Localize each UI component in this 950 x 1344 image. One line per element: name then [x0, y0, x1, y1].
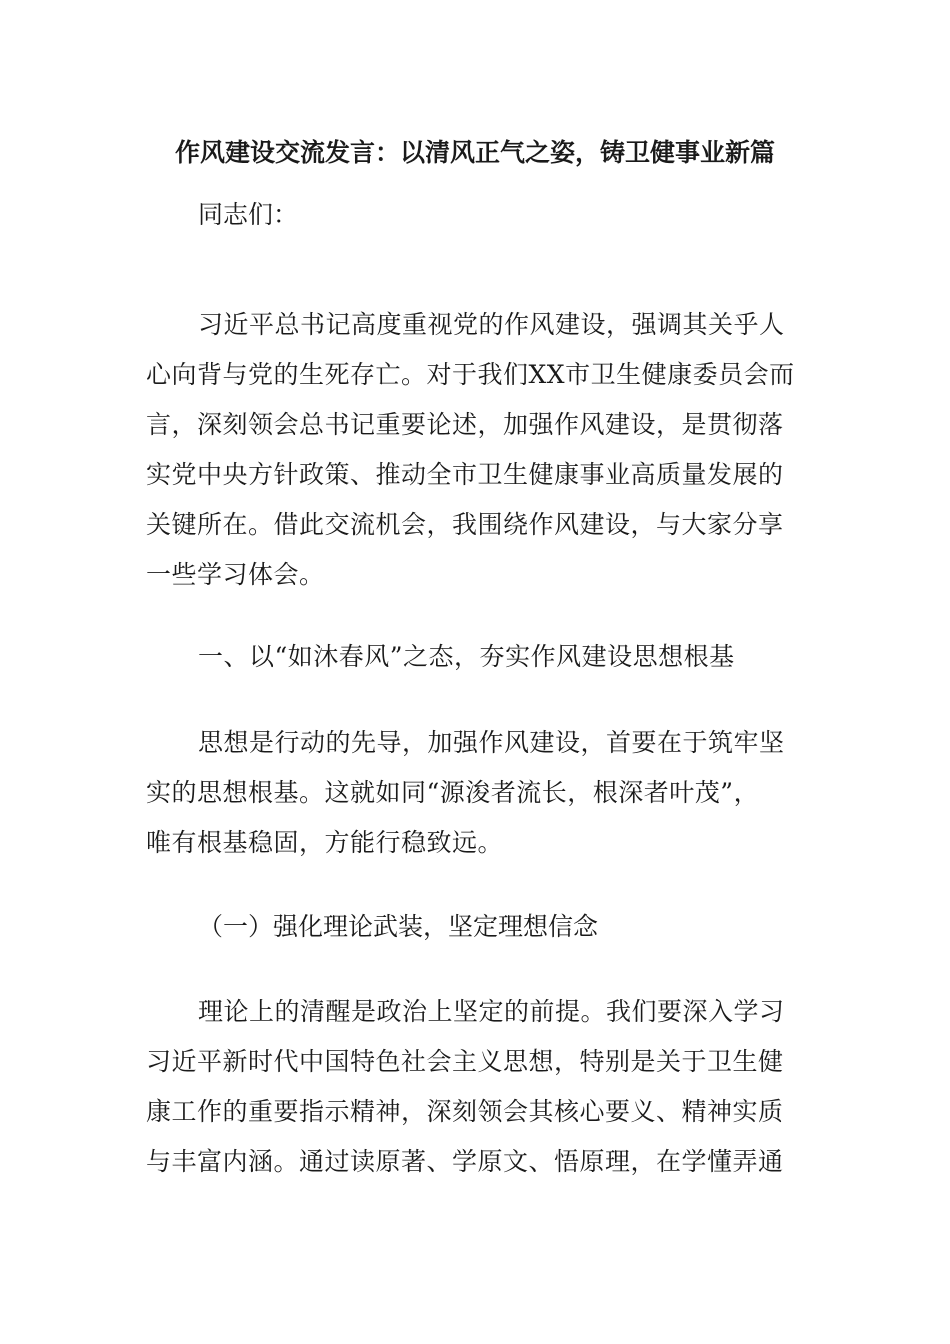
section-paragraph: [146, 718, 796, 868]
paragraph-line: 实党中央方针政策、推动全市卫生健康事业高质量发展的: [146, 460, 784, 489]
paragraph-line: 言，深刻领会总书记重要论述，加强作风建设，是贯彻落: [146, 410, 784, 439]
section-heading: 一、以“如沐春风”之态，夯实作风建设思想根基: [198, 642, 735, 671]
intro-paragraph: [146, 300, 796, 600]
paragraph-line: 心向背与党的生死存亡。对于我们XX市卫生健康委员会而: [146, 360, 795, 389]
subsection-paragraph: [146, 987, 796, 1187]
paragraph-line: 理论上的清醒是政治上坚定的前提。我们要深入学习: [198, 997, 785, 1026]
paragraph-line: 习近平总书记高度重视党的作风建设，强调其关乎人: [198, 310, 785, 339]
subsection-heading: （一）强化理论武装，坚定理想信念: [198, 912, 599, 941]
document-title: 作风建设交流发言：以清风正气之姿，铸卫健事业新篇: [174, 138, 775, 167]
paragraph-line: 习近平新时代中国特色社会主义思想，特别是关于卫生健: [146, 1047, 784, 1076]
paragraph-line: 关键所在。借此交流机会，我围绕作风建设，与大家分享: [146, 510, 784, 539]
paragraph-line: 与丰富内涵。通过读原著、学原文、悟原理，在学懂弄通: [146, 1147, 784, 1176]
paragraph-line: 思想是行动的先导，加强作风建设，首要在于筑牢坚: [198, 728, 785, 757]
paragraph-line: 康工作的重要指示精神，深刻领会其核心要义、精神实质: [146, 1097, 784, 1126]
paragraph-line: 一些学习体会。: [146, 560, 325, 589]
greeting: 同志们：: [198, 200, 299, 229]
paragraph-line: 实的思想根基。这就如同“源浚者流长，根深者叶茂”，: [146, 778, 760, 807]
paragraph-line: 唯有根基稳固，方能行稳致远。: [146, 828, 504, 857]
